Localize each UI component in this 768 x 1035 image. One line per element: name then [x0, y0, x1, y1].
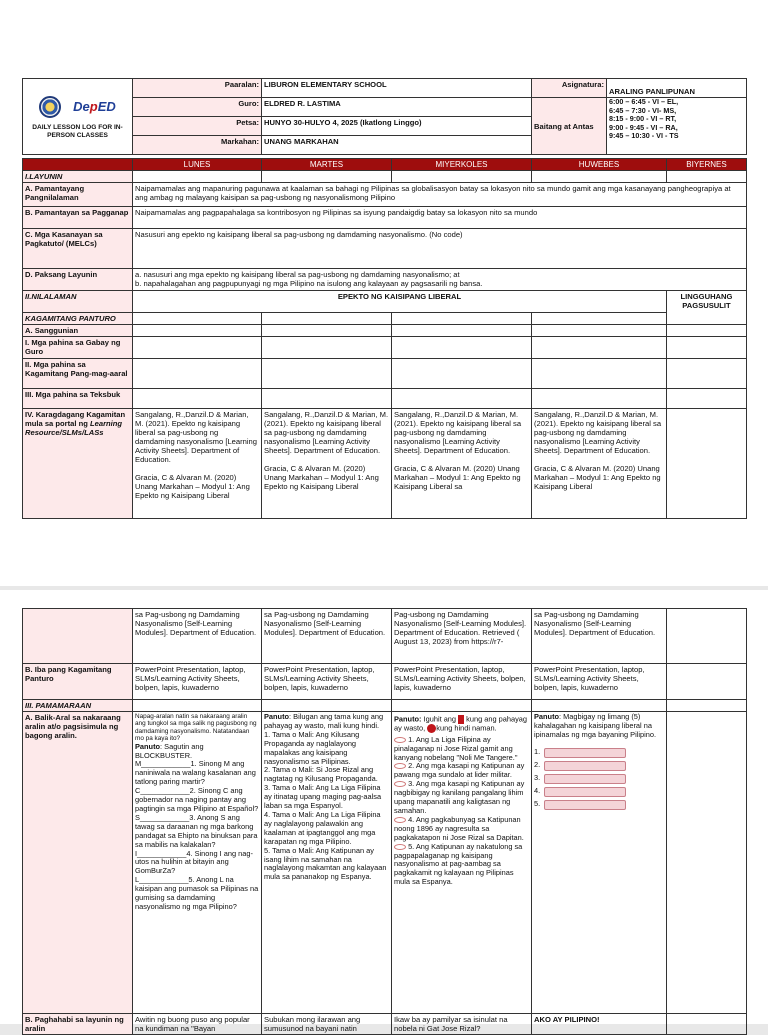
miyerkoles-item: 3. Ang mga kasapi ng Katipunan ay nagbibigay ng kanilang pangalang lihim upang mapanatili ang kaligtasan ng samahan.: [394, 779, 525, 815]
paksang-layunin-label: D. Paksang Layunin: [23, 269, 133, 291]
reference-text: Sangalang, R.,Danzil.D & Marian, M. (2021). Epekto ng kaisipang liberal sa pag-usbong ng damdaming nasyonalismo [Learning Activity Sheets]. Department of Education.: [264, 410, 389, 455]
ref-cell-miyerkoles: [392, 409, 532, 519]
guro-label: Guro:: [133, 98, 262, 117]
continued-label-cell: [23, 609, 133, 664]
balik-aral-huwebes: [532, 712, 667, 1014]
pamantayang-pangnilalaman-label: A. Pamantayang Pangnilalaman: [23, 183, 133, 207]
miyerkoles-panuto-text: kung hindi naman.: [436, 723, 497, 733]
deped-logo-cell: [23, 79, 133, 155]
schedule-line: 6:00 – 6:45 - VI – EL,: [609, 97, 679, 106]
paksang-layunin-text: [133, 269, 747, 291]
answer-oval-icon[interactable]: [394, 817, 406, 823]
paghahabi-martes: Subukan mong ilarawan ang sumusunod na bayani natin: [262, 1014, 392, 1035]
paksang-layunin-b: b. napahalagahan ang pagpupunyagi ng mga Pilipino na isulong ang kalayaan ay pagsasarili ng bansa.: [135, 279, 483, 288]
answer-oval-icon[interactable]: [394, 737, 406, 743]
ref-cont-huwebes: sa Pag-usbong ng Damdaming Nasyonalismo [Self-Learning Modules]. Department of Education.: [532, 609, 667, 664]
answer-oval-icon[interactable]: [394, 781, 406, 787]
lunes-item: M____________1. Sinong M ang naniniwala na walang kasalanan ang tatlong paring martir?: [135, 759, 256, 787]
iba-pang-kagamitan-label: B. Iba pang Kagamitang Panturo: [23, 664, 133, 700]
sanggunian-label: A. Sanggunian: [23, 325, 133, 337]
balik-aral-miyerkoles: [392, 712, 532, 1014]
pamamaraan-heading: III. PAMAMARAAN: [23, 700, 133, 712]
schedule-line: 9:45 – 10:30 - VI - TS: [609, 131, 679, 141]
martes-item: 2. Tama o Mali: Si Jose Rizal ang nagtatag ng Kilusang Propaganda.: [264, 765, 378, 784]
paghahabi-huwebes: AKO AY PILIPINO!: [532, 1014, 667, 1035]
asignatura-label: Asignatura:: [532, 79, 607, 98]
kasanayan-label: C. Mga Kasanayan sa Pagkatuto/ (MELCs): [23, 229, 133, 269]
day-header-martes: MARTES: [262, 159, 392, 171]
iba-pang-kagamitan-martes: PowerPoint Presentation, laptop, SLMs/Learning Activity Sheets, bolpen, lapis, kuwaderno: [262, 664, 392, 700]
day-header-blank: [23, 159, 133, 171]
answer-box[interactable]: [544, 787, 626, 797]
balik-aral-label: A. Balik-Aral sa nakaraang aralin at/o pagsisimula ng bagong aralin.: [23, 712, 133, 1014]
nilalaman-title: EPEKTO NG KAISIPANG LIBERAL: [133, 291, 667, 313]
answer-box[interactable]: [544, 800, 626, 810]
iba-pang-kagamitan-lunes: PowerPoint Presentation, laptop, SLMs/Learning Activity Sheets, bolpen, lapis, kuwaderno: [133, 664, 262, 700]
pamantayang-pangnilalaman-text: Naipamamalas ang mapanuring pagunawa at kaalaman sa bahagi ng Pilipinas sa globalisasyon batay sa lokasyon nito sa mundo gamit ang mga kasanayang pangheograpiya at ang ambag ng malayang kaisipan sa pag-usbong ng nasyonalismong Pilipino: [133, 183, 747, 207]
lunes-item: C____________2. Sinong C ang gobernador na naging pantay ang pagtingin sa mga Pilipino at Español?: [135, 786, 259, 813]
ref-cell-huwebes: [532, 409, 667, 519]
ref-cell-martes: [262, 409, 392, 519]
gabay-ng-guro-label: I. Mga pahina sa Gabay ng Guro: [23, 337, 133, 359]
lesson-table-page-1: [22, 158, 747, 519]
miyerkoles-item: 1. Ang La Liga Filipina ay pinalaganap ni Jose Rizal gamit ang kanyang nobelang "Noli Me Tangere.": [394, 734, 518, 762]
miyerkoles-item: 2. Ang mga kasapi ng Katipunan ay pawang mga sundalo at lider militar.: [394, 761, 525, 780]
pamantayan-sa-pagganap-label: B. Pamantayan sa Pagganap: [23, 207, 133, 229]
martes-panuto-label: Panuto: [264, 712, 290, 721]
answer-number: 3.: [534, 773, 541, 783]
answer-number: 5.: [534, 799, 541, 809]
balik-aral-lunes: [133, 712, 262, 1014]
reference-text: Gracia, C & Alvaran M. (2020) Unang Markahan – Modyul 1: Ang Epekto ng Kaisipang Liberal sa: [394, 464, 521, 491]
markahan-label: Markahan:: [133, 136, 262, 155]
answer-number: 1.: [534, 747, 541, 757]
reference-text: Sangalang, R.,Danzil.D & Marian, M. (2021). Epekto ng kaisipang liberal sa pag-usbong ng damdaming nasyonalismo [Learning Activity Sheets]. Department of Education.: [135, 410, 257, 464]
lingguhang-pagsusulit: LINGGUHANG PAGSUSULIT: [667, 291, 747, 325]
teksbuk-label: III. Mga pahina sa Teksbuk: [23, 389, 133, 409]
answer-oval-icon[interactable]: [394, 844, 406, 850]
day-header-huwebes: HUWEBES: [532, 159, 667, 171]
ref-cell-lunes: [133, 409, 262, 519]
answer-number: 4.: [534, 786, 541, 796]
reference-text: Gracia, C & Alvaran M. (2020) Unang Markahan – Modyul 1: Ang Epekto ng Kaisipang Liberal: [135, 473, 250, 500]
kagamitan-heading: KAGAMITANG PANTURO: [23, 313, 133, 325]
martes-item: 4. Tama o Mali: Ang La Liga Filipina ay naglalayong palawakin ang kaalaman at ipagtanggol ang mga karapatan ng mga Pilipino.: [264, 809, 381, 846]
answer-box[interactable]: [544, 761, 626, 771]
petsa-value: HUNYO 30-HULYO 4, 2025 (Ikatlong Linggo): [262, 117, 532, 136]
schedule: [607, 98, 747, 155]
reference-text: Sangalang, R.,Danzil.D & Marian, M. (2021). Epekto ng kaisipang liberal sa pag-usbong ng damdaming nasyonalismo [Learning Activity Sheets]. Department of Education.: [394, 410, 522, 455]
martes-panuto-text: : Bilugan ang tama kung ang pahayag ay wasto, mali kung hindi.: [264, 712, 384, 730]
miyerkoles-panuto-text: kung ang pahayag ay wasto,: [394, 714, 527, 733]
ref-cont-lunes: sa Pag-usbong ng Damdaming Nasyonalismo [Self-Learning Modules]. Department of Education.: [133, 609, 262, 664]
iba-pang-kagamitan-huwebes: PowerPoint Presentation, laptop, SLMs/Learning Activity Sheets, bolpen, lapis, kuwaderno: [532, 664, 667, 700]
lesson-table-page-2: [22, 608, 747, 1035]
page-2: [0, 590, 768, 1033]
deped-logo: DepED: [73, 99, 116, 114]
paghahabi-label: B. Paghahabi sa layunin ng aralin: [23, 1014, 133, 1035]
schedule-line: 9:00 - 9:45 - VI – RA,: [609, 122, 678, 132]
lunes-item: I____________4. Sinong I ang nag-utos na hulihin at bitayin ang GomBurZa?: [135, 848, 253, 876]
reference-text: Gracia, C & Alvaran M. (2020) Unang Markahan – Modyul 1: Ang Epekto ng Kaisipang Liberal: [534, 464, 661, 491]
karagdagang-label-text: IV. Karagdagang Kagamitan mula sa portal ng: [25, 410, 126, 428]
miyerkoles-item: 4. Ang pagkabunyag sa Katipunan noong 1896 ay nagresulta sa pagkakatapon ni Jose Rizal sa Dapitan.: [394, 814, 524, 842]
day-header-biyernes: BIYERNES: [667, 159, 747, 171]
ref-cont-miyerkoles: Pag-usbong ng Damdaming Nasyonalismo [Self-Learning Modules]. Department of Education. Retrieved ( August 13, 2023) from https://r7-: [392, 609, 532, 664]
lunes-intro: Napag-aralan natin sa nakaraang aralin ang tungkol sa mga salik ng pagusbong ng damdaming nasyonalismo. Natatandaan mo pa kaya ito?: [135, 713, 257, 743]
karagdagang-kagamitan-label: [23, 409, 133, 519]
pamantayan-sa-pagganap-text: Naipamamalas ang pagpapahalaga sa kontribosyon ng Pilipinas sa isyung pandaigdig batay sa lokasyon nito sa mundo: [133, 207, 747, 229]
paghahabi-miyerkoles: Ikaw ba ay pamilyar sa isinulat na nobela ni Gat Jose Rizal?: [392, 1014, 532, 1035]
guro-value: ELDRED R. LASTIMA: [262, 98, 532, 117]
kasanayan-text: Nasusuri ang epekto ng kaisipang liberal sa pag-usbong ng damdaming nasyonalismo. (No code): [133, 229, 747, 269]
lunes-panuto-text: : Sagutin ang BLOCKBUSTER.: [135, 741, 204, 760]
miyerkoles-panuto-text: Iguhit ang: [421, 714, 457, 724]
reference-text: Gracia, C & Alvaran M. (2020) Unang Markahan – Modyul 1: Ang Epekto ng Kaisipang Liberal: [264, 464, 379, 491]
form-title: DAILY LESSON LOG FOR IN-PERSON CLASSES: [32, 123, 123, 139]
answer-box[interactable]: [544, 748, 626, 758]
day-header-lunes: LUNES: [133, 159, 262, 171]
paaralan-label: Paaralan:: [133, 79, 262, 98]
lunes-item: L____________5. Anong L na kaisipan ang pumasok sa Pilipinas na gumising sa damdaming nasyonalismo ng mga Pilipino?: [135, 875, 259, 911]
stop-sign-icon: [427, 724, 436, 733]
reference-text: Sangalang, R.,Danzil.D & Marian, M. (2021). Epekto ng kaisipang liberal sa pag-usbong ng damdaming nasyonalismo [Learning Activity Sheets]. Department of Education.: [534, 410, 662, 455]
asignatura-value: ARALING PANLIPUNAN: [607, 79, 747, 98]
paaralan-value: LIBURON ELEMENTARY SCHOOL: [262, 79, 532, 98]
answer-box[interactable]: [544, 774, 626, 784]
lunes-item: S____________3. Anong S ang tawag sa daraanan ng mga barkong pandagat sa Ehipto na binuksan para sa mabilis na kalakalan?: [135, 812, 258, 849]
nilalaman-heading: II.NILALAMAN: [23, 291, 133, 313]
balik-aral-martes: [262, 712, 392, 1014]
martes-item: 1. Tama o Mali: Ang Kilusang Propaganda ay naglalayong mapalakas ang kaisipang nasyonalismo sa Pilipinas.: [264, 729, 360, 766]
huwebes-panuto-label: Panuto: [534, 712, 560, 721]
ref-cont-martes: sa Pag-usbong ng Damdaming Nasyonalismo [Self-Learning Modules]. Department of Education.: [262, 609, 392, 664]
karagdagang-label-italic: Learning Resource/SLMs/LASs: [25, 419, 123, 437]
huwebes-panuto-text: : Magbigay ng limang (5) kahalagahan ng kaisipang liberal na ipinamalas ng mga bayaning Pilipino.: [534, 712, 657, 739]
petsa-label: Petsa:: [133, 117, 262, 136]
lunes-panuto-label: Panuto: [135, 741, 161, 751]
day-header-miyerkoles: MIYERKOLES: [392, 159, 532, 171]
pang-mag-aaral-label: II. Mga pahina sa Kagamitang Pang-mag-aaral: [23, 359, 133, 389]
layunin-heading: I.LAYUNIN: [23, 171, 133, 183]
markahan-value: UNANG MARKAHAN: [262, 136, 532, 155]
paksang-layunin-a: a. nasusuri ang mga epekto ng kaisipang liberal sa pag-usbong ng damdaming nasyonalismo; at: [135, 270, 460, 279]
martes-item: 5. Tama o Mali: Ang Katipunan ay isang lihim na samahan na naglalayong makamtan ang kalayaan mula sa pananakop ng Espanya.: [264, 845, 387, 882]
paghahabi-lunes: Awitin ng buong puso ang popular na kundiman na "Bayan: [133, 1014, 262, 1035]
header-table: [22, 78, 747, 155]
deped-seal-icon: [39, 96, 61, 118]
schedule-line: 6:45 – 7:30 - VI- MS,: [609, 105, 677, 115]
answer-number: 2.: [534, 760, 541, 770]
answer-oval-icon[interactable]: [394, 763, 406, 769]
schedule-line: 8:15 - 9:00 - VI – RT,: [609, 114, 677, 124]
martes-item: 3. Tama o Mali: Ang La Liga Filipina ay itinatag upang maging pag-aalsa laban sa mga Espanyol.: [264, 783, 382, 811]
miyerkoles-item: 5. Ang Katipunan ay nakatulong sa pagpapalaganap ng kaisipang nasyonalismo at pag-aambag sa pagkakamit ng kalayaan ng Pilipinas mula sa Espanya.: [394, 841, 523, 887]
iba-pang-kagamitan-miyerkoles: PowerPoint Presentation, laptop, SLMs/Learning Activity Sheets, bolpen, lapis, kuwaderno: [392, 664, 532, 700]
baitang-label: Baitang at Antas: [532, 98, 607, 155]
miyerkoles-panuto-label: Panuto:: [394, 714, 422, 724]
